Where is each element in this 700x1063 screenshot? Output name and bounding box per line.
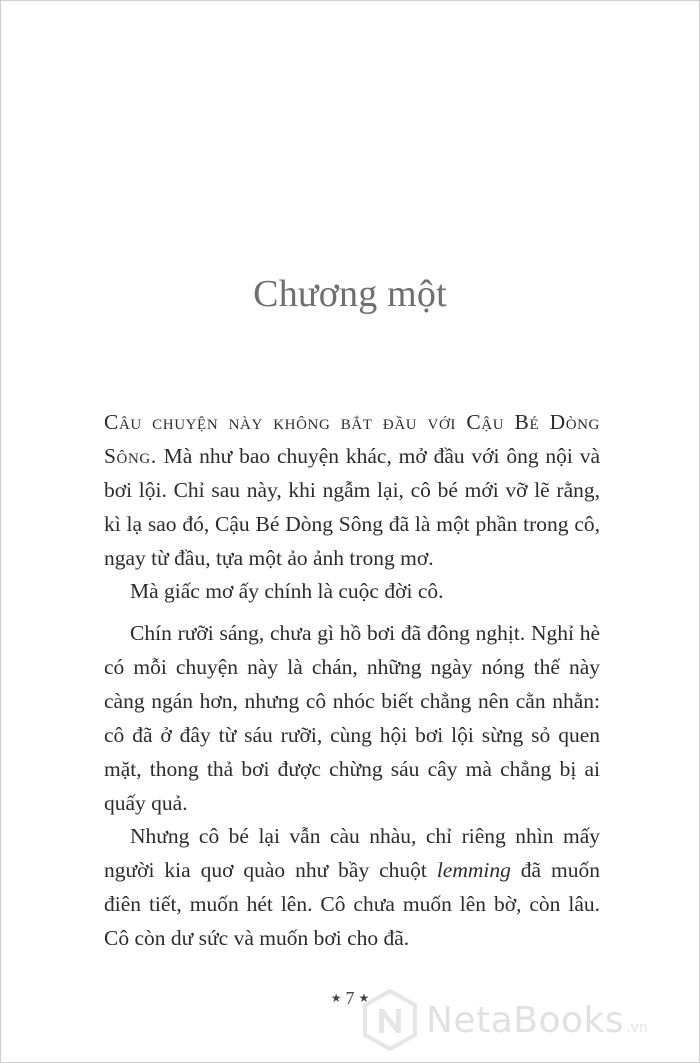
watermark-brand: NetaBooks (426, 999, 625, 1041)
paragraph-4-italic-word: lemming (436, 858, 511, 882)
paragraph-3-text: Chín rưỡi sáng, chưa gì hồ bơi đã đông nghịt. Nghỉ hè có mỗi chuyện này là chán, những ngày nóng thế này càng ngán hơn, nhưng cô nhóc biết chẳng nên cằn nhằn: cô đã ở đây từ sáu rưỡi, cùng hội bơi lội sừng sỏ quen mặt, thong thả bơi được chừng sáu cây mà chẳng bị ai quấy quả. (104, 621, 600, 815)
paragraph-2 (104, 574, 600, 608)
paragraph-1-text: Mà như bao chuyện khác, mở đầu với ông nội và bơi lội. Chỉ sau này, khi ngẫm lại, cô bé mới vỡ lẽ rằng, kì lạ sao đó, Cậu Bé Dòng Sông đã là một phần trong cô, ngay từ đầu, tựa một ảo ảnh trong mơ. (104, 444, 600, 570)
paragraph-4-text-a: Nhưng cô bé lại vẫn càu nhàu, chỉ riêng nhìn mấy người kia quơ quào như bầy chuột (104, 824, 600, 882)
paragraph-3 (104, 616, 600, 820)
paragraph-4 (104, 819, 600, 955)
paragraph-1-lead-in: Câu chuyện này không bắt đầu với Cậu Bé Dòng Sông. (104, 410, 600, 468)
chapter-title: Chương một (253, 273, 447, 315)
star-icon: ★ (358, 991, 370, 1005)
watermark (362, 988, 692, 1052)
page-number: 7 (345, 988, 355, 1008)
paragraph-2-text: Mà giấc mơ ấy chính là cuộc đời cô. (130, 579, 444, 603)
paragraph-1 (104, 405, 600, 575)
watermark-suffix: .vn (626, 1020, 648, 1036)
netabooks-n-logo-icon (362, 989, 418, 1051)
star-icon: ★ (330, 991, 342, 1005)
paragraph-4-text-b: đã muốn điên tiết, muốn hét lên. Cô chưa muốn lên bờ, còn lâu. Cô còn dư sức và muốn bơi cho đã. (104, 858, 600, 950)
